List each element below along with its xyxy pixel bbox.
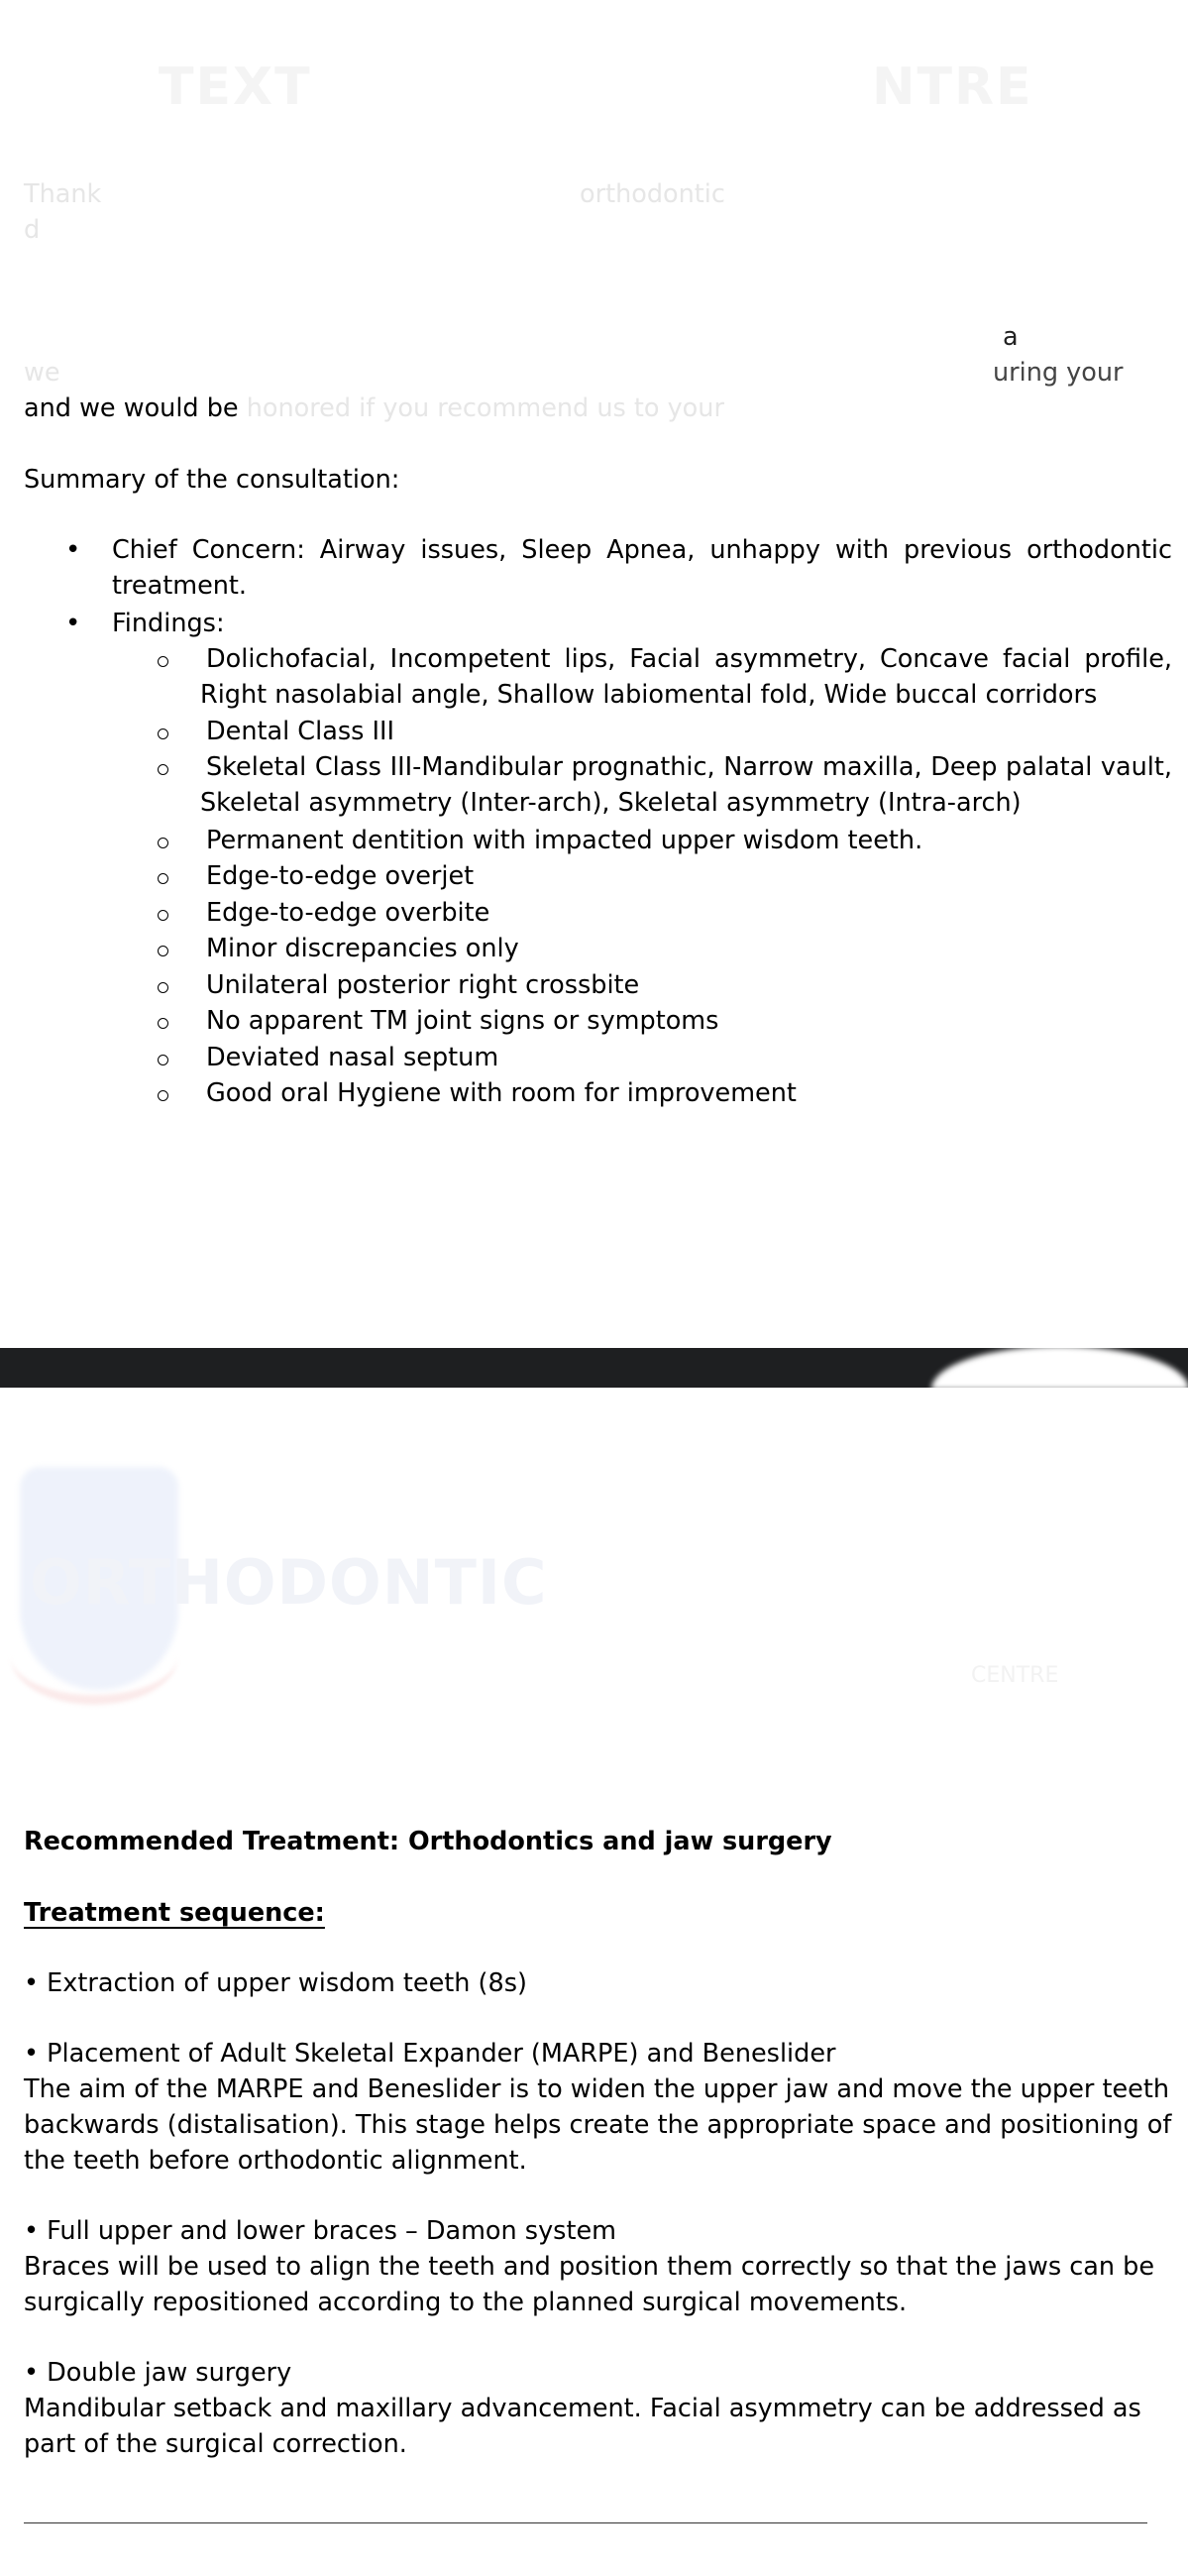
- circle-bullet-icon: [158, 764, 168, 775]
- faded-intro-line-3: a: [1003, 322, 1019, 352]
- circle-bullet-icon: [158, 873, 168, 884]
- faded-intro-line-2: d: [24, 215, 41, 245]
- step-4-bullet: • Double jaw surgery: [24, 2358, 292, 2388]
- step-2-desc-line-2: backwards (distalisation). This stage helps create the appropriate space and positioning of: [24, 2110, 1172, 2140]
- step-4-desc-line-1: Mandibular setback and maxillary advancement. Facial asymmetry can be addressed as: [24, 2394, 1141, 2423]
- circle-bullet-icon: [158, 982, 168, 993]
- circle-bullet-icon: [158, 728, 168, 739]
- finding-5: Edge-to-edge overjet: [206, 861, 475, 891]
- faded-header-left: TEXT: [159, 57, 312, 117]
- circle-bullet-icon: [158, 910, 168, 921]
- finding-2: Dental Class III: [206, 717, 395, 746]
- faded-logo-swoosh: [10, 1606, 178, 1705]
- faded-header-right: NTRE: [872, 57, 1033, 117]
- treatment-title: Recommended Treatment: Orthodontics and jaw surgery: [24, 1827, 832, 1856]
- circle-bullet-icon: [158, 1055, 168, 1065]
- circle-bullet-icon: [158, 946, 168, 956]
- finding-11: Good oral Hygiene with room for improvement: [206, 1078, 797, 1108]
- intro-line-5: [24, 391, 724, 426]
- intro-line-5-visible: and we would be: [24, 393, 239, 423]
- circle-bullet-icon: [158, 1090, 168, 1101]
- step-3-bullet: • Full upper and lower braces – Damon system: [24, 2216, 616, 2246]
- bullet-icon: •: [65, 609, 81, 638]
- section-divider: [24, 2522, 1147, 2523]
- finding-1-line-2: Right nasolabial angle, Shallow labiomental fold, Wide buccal corridors: [200, 680, 1098, 710]
- faded-intro-line-1b: orthodontic: [580, 179, 725, 209]
- circle-bullet-icon: [158, 1018, 168, 1029]
- finding-10: Deviated nasal septum: [206, 1043, 499, 1072]
- faded-intro-line-4b: uring your: [993, 358, 1124, 388]
- faded-intro-line-1a: Thank: [24, 179, 102, 209]
- bullet-icon: •: [65, 535, 81, 565]
- summary-heading: Summary of the consultation:: [24, 465, 400, 495]
- circle-bullet-icon: [158, 656, 168, 667]
- treatment-sequence-heading: Treatment sequence:: [24, 1898, 325, 1928]
- chief-concern-line-1: Chief Concern: Airway issues, Sleep Apnea, unhappy with previous orthodontic: [112, 535, 1172, 565]
- step-3-desc-line-2: surgically repositioned according to the planned surgical movements.: [24, 2288, 908, 2317]
- step-3-desc-line-1: Braces will be used to align the teeth and position them correctly so that the jaws can be: [24, 2252, 1155, 2282]
- finding-3-line-2: Skeletal asymmetry (Inter-arch), Skeletal asymmetry (Intra-arch): [200, 788, 1022, 818]
- step-4-desc-line-2: part of the surgical correction.: [24, 2429, 407, 2459]
- faded-logo-subtext: CENTRE: [971, 1663, 1059, 1688]
- step-1-bullet: • Extraction of upper wisdom teeth (8s): [24, 1968, 527, 1998]
- step-2-desc-line-3: the teeth before orthodontic alignment.: [24, 2146, 527, 2176]
- findings-label: Findings:: [112, 609, 225, 638]
- finding-9: No apparent TM joint signs or symptoms: [206, 1006, 719, 1036]
- finding-1-line-1: Dolichofacial, Incompetent lips, Facial asymmetry, Concave facial profile,: [206, 644, 1172, 674]
- finding-4: Permanent dentition with impacted upper wisdom teeth.: [206, 826, 923, 855]
- step-2-desc-line-1: The aim of the MARPE and Beneslider is to widen the upper jaw and move the upper teeth: [24, 2074, 1170, 2104]
- intro-line-5-faded: honored if you recommend us to your: [246, 393, 724, 423]
- finding-6: Edge-to-edge overbite: [206, 898, 490, 928]
- circle-bullet-icon: [158, 838, 168, 848]
- finding-3-line-1: Skeletal Class III-Mandibular prognathic, Narrow maxilla, Deep palatal vault,: [206, 752, 1172, 782]
- faded-logo-text: ORTHODONTIC: [30, 1546, 548, 1619]
- chief-concern-line-2: treatment.: [112, 571, 248, 601]
- finding-8: Unilateral posterior right crossbite: [206, 970, 640, 1000]
- step-2-bullet: • Placement of Adult Skeletal Expander (MARPE) and Beneslider: [24, 2039, 836, 2069]
- finding-7: Minor discrepancies only: [206, 934, 519, 963]
- faded-intro-line-4a: we: [24, 358, 60, 388]
